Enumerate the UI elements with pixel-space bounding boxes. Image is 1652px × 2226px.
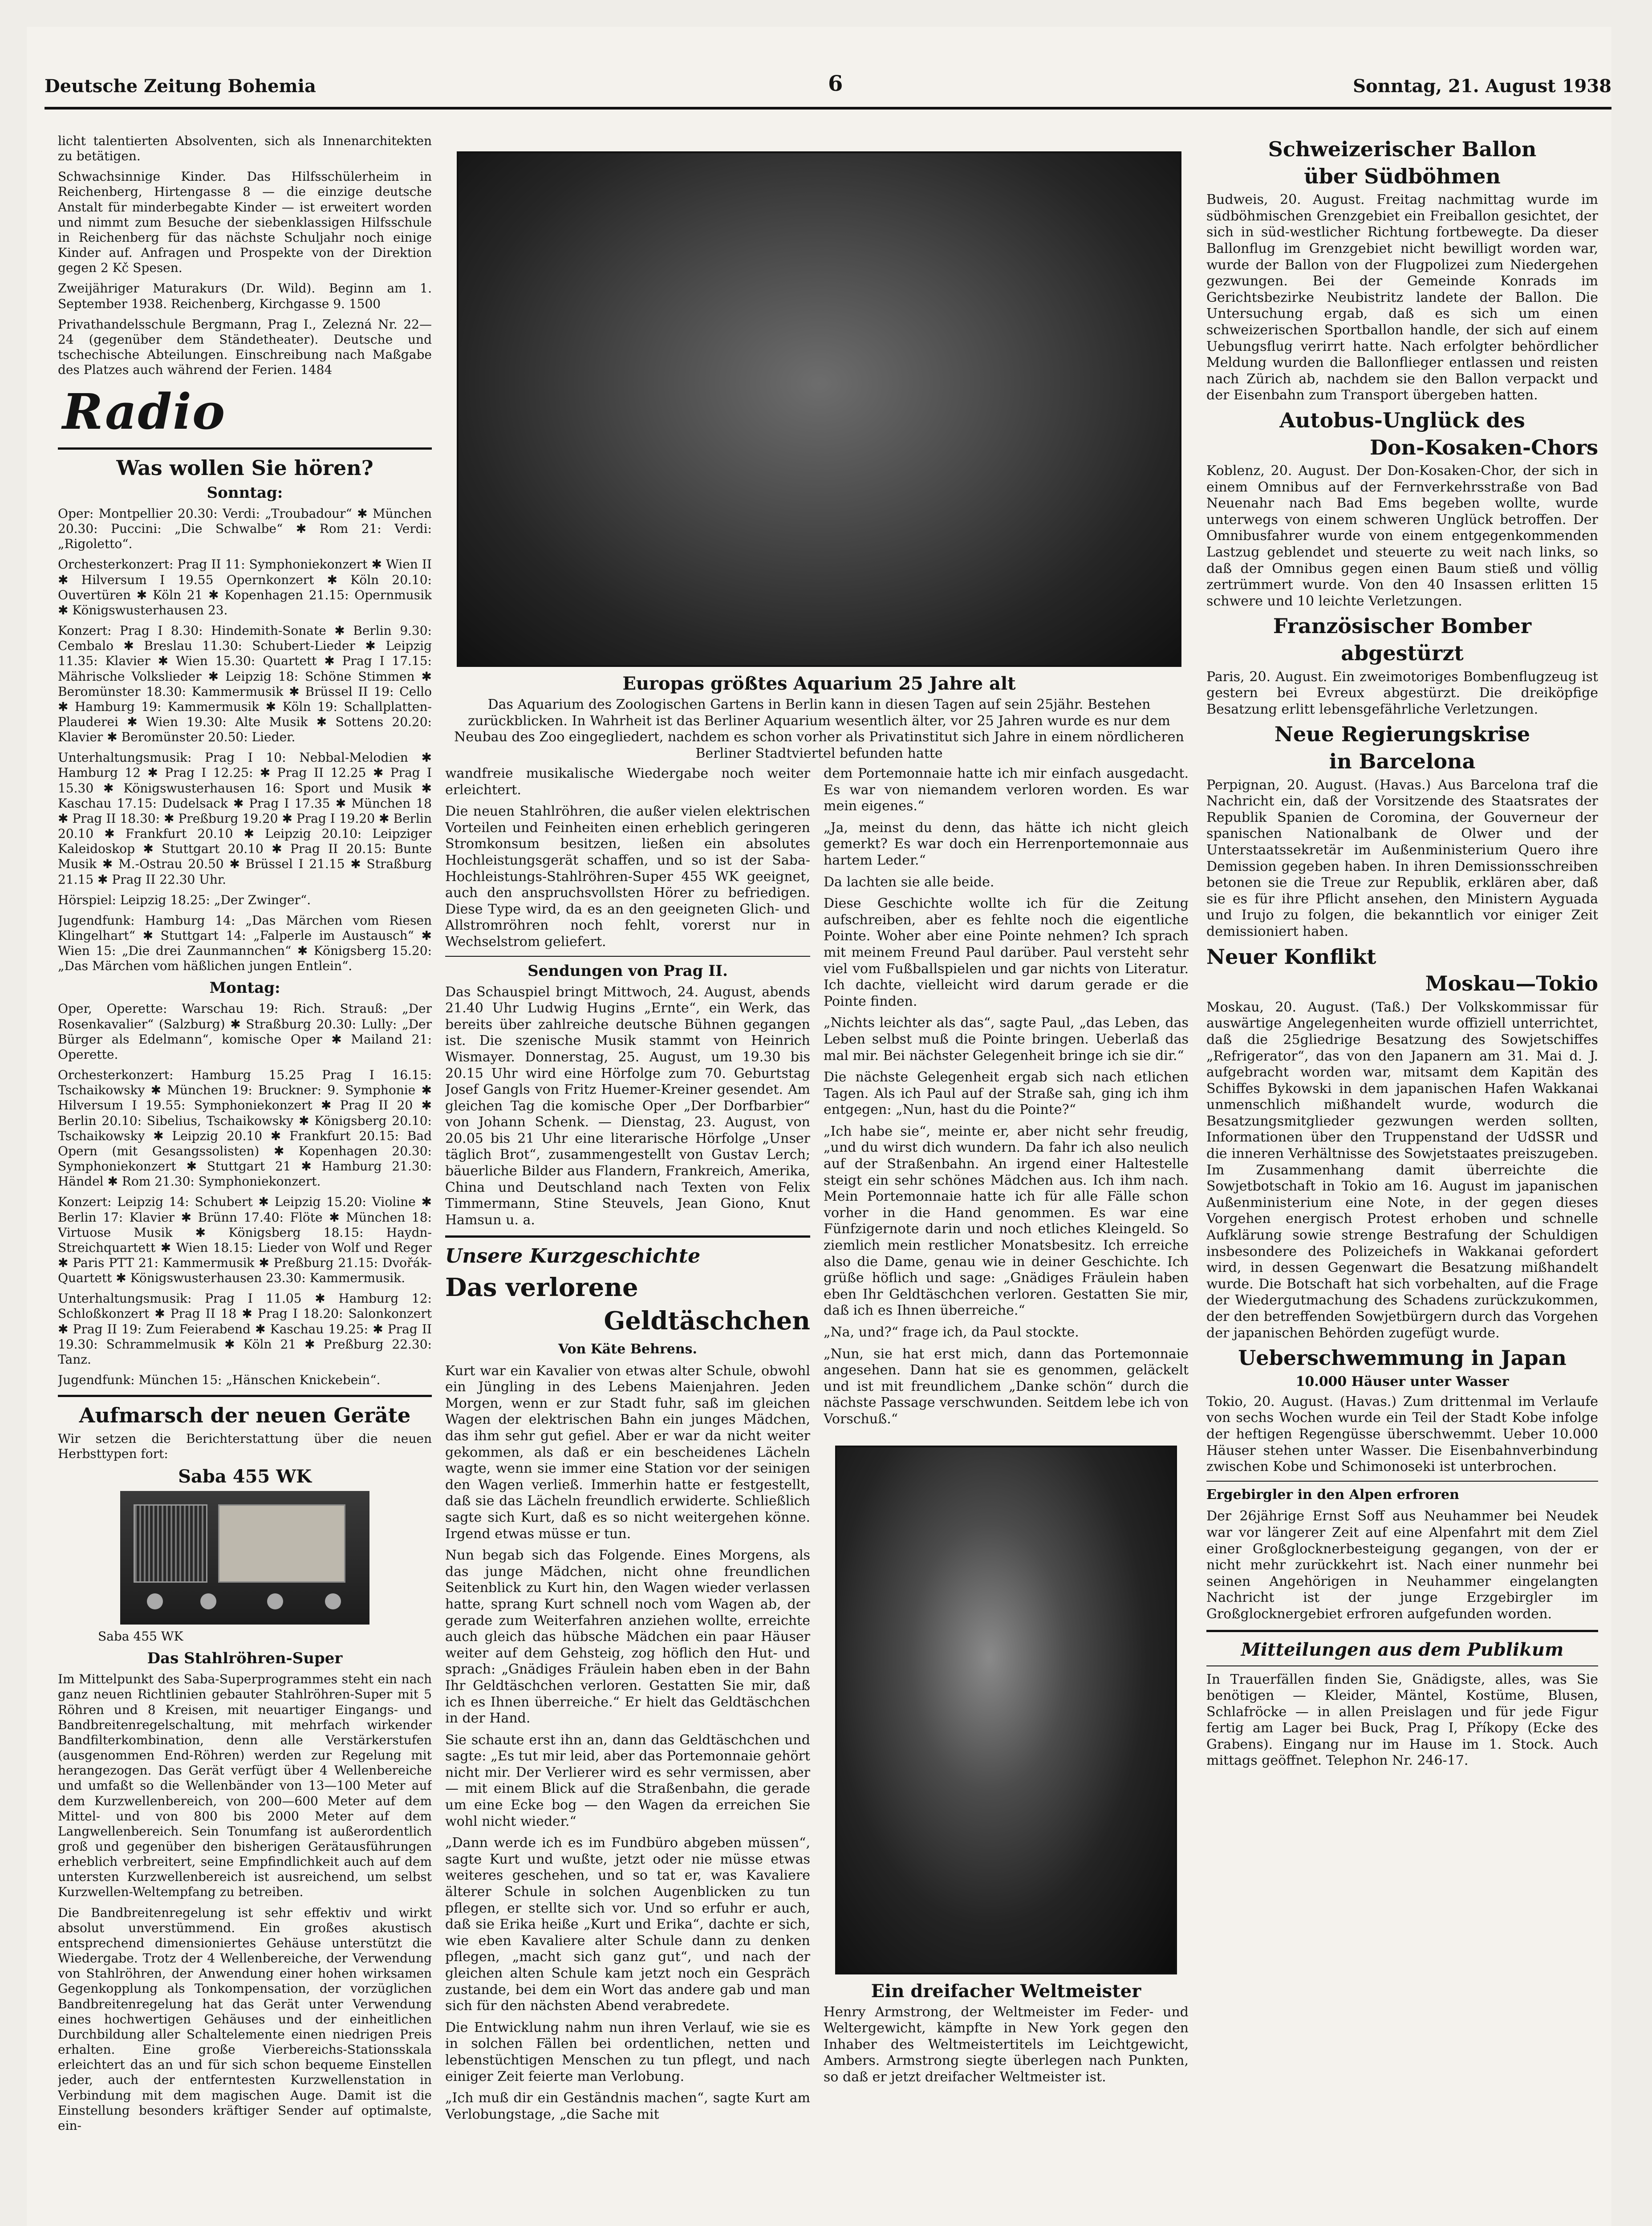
divider (1206, 1630, 1598, 1632)
program-text: Oper, Operette: Warschau 19: Rich. Strauß: „Der Rosenkavalier“ (Salzburg) ✱ Straßburg 20.30: Lully: „Der Bürger als Edelmann“, komische Oper ✱ Mailand 21: Operette. (58, 1001, 432, 1062)
ad-text: licht talentierten Absolventen, sich als Innenarchitekten zu betätigen. (58, 134, 432, 164)
notice-text: In Trauerfällen finden Sie, Gnädigste, alles, was Sie benötigen — Kleider, Mäntel, Kostüme, Blusen, Schlafröcke — in allen Preislagen und für jede Figur fertig am Lager bei Buck, Prag I, Příkopy (Ecke des Grabens). Eingang nur im Hause im 1. Stock. Auch mittags geöffnet. Telephon Nr. 246-17. (1206, 1671, 1598, 1769)
article-headline: Neue Regierungskrise (1274, 722, 1530, 747)
ad-text: Privathandelsschule Bergmann, Prag I., Zelezná Nr. 22—24 (gegenüber dem Ständetheater). Deutsche und tschechische Abteilungen. Einschreibung nach Maßgabe des Platzes auch während der Ferien. 1484 (58, 317, 432, 378)
section-heading: Mitteilungen aus dem Publikum (1241, 1639, 1564, 1660)
article-headline: Das Stahlröhren-Super (147, 1649, 343, 1668)
story-text: Nun begab sich das Folgende. Eines Morgens, als das junge Mädchen, nicht ohne freundlichen Seitenblick zu Kurt hin, den Wagen wieder verlassen hatte, sprang Kurt schnell noch vom Wagen ab, der gerade zum Weiterfahren anziehen wollte, erreichte auch gleich das hübsche Mädchen ein paar Häuser weiter auf dem Gehsteig, zog höflich den Hut- und sprach: „Gnädiges Fräulein haben eben in der Bahn Ihr Geldtäschchen verloren. Gestatten Sie mir, daß ich es Ihnen überreiche.“ Er hielt das Geldtäschchen in der Hand. (445, 1548, 810, 1726)
article-text: Budweis, 20. August. Freitag nachmittag wurde im südböhmischen Grenzgebiet ein Freiballon gesichtet, der sich in süd-westlicher Richtung fortbewegte. Da dieser Ballonflug im Grenzgebiet nicht bewilligt worden war, wurde der Ballon von der Flugpolizei zum Niedergehen gezwungen. Bei der Gemeinde Konrads im Gerichtsbezirke Neubistritz landete der Ballon. Die Untersuchung ergab, daß es sich um einen schweizerischen Sportballon handle, der sich auf einem Uebungsflug verirrt hatte. Nach erfolgter behördlicher Meldung wurden die Ballonflieger entlassen und reisten nach Zürich ab, nachdem sie den Ballon verpackt und der Eisenbahn zum Transport übergeben hatten. (1206, 192, 1598, 403)
story-text: Sie schaute erst ihn an, dann das Geldtäschchen und sagte: „Es tut mir leid, aber das Portemonnaie gehört nicht mir. Der Verlierer wird es sehr vermissen, aber — mit einem Blick auf die Straßenbahn, die gerade um eine Ecke bog — den Wagen da erreichen Sie wohl nicht wieder.“ (445, 1732, 810, 1829)
divider (58, 1395, 432, 1397)
photo-caption: Henry Armstrong, der Weltmeister im Feder- und Weltergewicht, kämpfte in New York gegen den Inhaber des Weltmeistertitels im Leichtgewicht, Ambers. Armstrong siegte überlegen nach Punkten, so daß er jetzt dreifacher Weltmeister ist. (824, 2004, 1189, 2085)
aquarium-photo (457, 151, 1181, 667)
article-headline: über Südböhmen (1304, 164, 1501, 188)
ad-text: Zweijähriger Maturakurs (Dr. Wild). Beginn am 1. September 1938. Reichenberg, Kirchgasse 9. 1500 (58, 281, 432, 311)
article-text: Paris, 20. August. Ein zweimotoriges Bombenflugzeug ist gestern bei Evreux abgestürzt. Die dreiköpfige Besatzung erlitt lebensgefährliche Verletzungen. (1206, 669, 1598, 717)
article-headline: Schweizerischer Ballon (1268, 137, 1537, 161)
page-number: 6 (828, 71, 843, 96)
divider (445, 956, 810, 957)
story-text: Da lachten sie alle beide. (824, 874, 994, 890)
divider (445, 1235, 810, 1238)
section-label: Unsere Kurzgeschichte (445, 1245, 701, 1268)
article-headline: Autobus-Unglück des (1279, 408, 1525, 432)
story-text: „Na, und?“ frage ich, da Paul stockte. (824, 1324, 1079, 1340)
page-header (45, 71, 1611, 110)
article-headline: abgestürzt (1341, 641, 1464, 666)
article-text: Das Schauspiel bringt Mittwoch, 24. August, abends 21.40 Uhr Ludwig Hugins „Ernte“, ein Werk, das bereits über zahlreiche deutsche Bühnen gegangen ist. Die szenische Musik stammt von Heinrich Wismayer. Donnerstag, 25. August, um 19.30 bis 20.15 Uhr wird eine Hörfolge zum 70. Geburtstag Josef Gangls von Fritz Huemer-Kreiner gesendet. Am gleichen Tag die komische Oper „Der Dorfbarbier“ von Johann Schenk. — Dienstag, 23. August, von 20.05 bis 21 Uhr eine literarische Hörfolge „Unser täglich Brot“, zusammengestellt von Gustav Lerch; bäuerliche Bilder aus Flandern, Frankreich, Amerika, China und Deutschland nach Texten von Felix Timmermann, Stine Steuvels, Jean Giono, Knut Hamsun u. a. (445, 984, 810, 1228)
radio-heading: Radio (62, 383, 226, 441)
story-text: Die nächste Gelegenheit ergab sich nach etlichen Tagen. Als ich Paul auf der Straße sah, ging ich ihm entgegen: „Nun, hast du die Pointe?“ (824, 1069, 1189, 1118)
article-text: Moskau, 20. August. (Taß.) Der Volkskommissar für auswärtige Angelegenheiten wurde offiziell unterrichtet, daß die 25gliedrige Besatzung des Sowjetschiffes „Refrigerator“, das von den Japanern am 31. Mai d. J. aufgebracht worden war, mitsamt dem Kapitän des Schiffes Bykowski in dem japanischen Hafen Wakkanai unmenschlich mißhandelt wurde, wodurch die Besatzungsmitglieder gezwungen werden sollten, Informationen über den Truppenstand der UdSSR und die inneren Verhältnisse des Sowjetstaates preiszugeben. Im Zusammenhang damit überreichte die Sowjetbotschaft in Tokio am 16. August im japanischen Außenministerium eine Note, in der gegen dieses Vorgehen energisch Protest erhoben und schnelle Aufklärung sowie strenge Bestrafung der Schuldigen insbesondere des Polizeichefs in Wakkanai gefordert wird, in dessen Gegenwart die Besatzung mißhandelt wurde. Die Botschaft hat sich vorbehalten, auf die Frage der Wiedergutmachung des Schadens zurückzukommen, der den betreffenden Sowjetbürgern durch das Vorgehen der japanischen Behörden zugefügt wurde. (1206, 999, 1598, 1341)
program-text: Unterhaltungsmusik: Prag I 10: Nebbal-Melodien ✱ Hamburg 12 ✱ Prag I 12.25: ✱ Prag II 12.25 ✱ Prag I 15.30 ✱ Königswusterhausen 16: Sport und Musik ✱ Kaschau 17.15: Dudelsack ✱ Prag I 17.35 ✱ München 18 ✱ Prag II 18.30: ✱ Preßburg 19.20 ✱ Prag I 19.20 ✱ Berlin 20.10 ✱ Frankfurt 20.10 ✱ Leipzig 20.10: Leipziger Kaleidoskop ✱ Stuttgart 20.10 ✱ Prag II 20.15: Bunte Musik ✱ M.-Ostrau 20.50 ✱ Brüssel I 21.15 ✱ Straßburg 21.15 ✱ Prag II 22.30 Uhr. (58, 750, 432, 887)
program-text: Hörspiel: Leipzig 18.25: „Der Zwinger“. (58, 892, 311, 907)
story-text: „Ich habe sie“, meinte er, aber nicht sehr freudig, „und du wirst dich wundern. Da fahr ich also neulich auf der Straßenbahn. An irgend einer Haltestelle steigt ein sehr schönes Mädchen aus. Ich ihm nach. Mein Portemonnaie hatte ich für alle Fälle schon vorher in die Hand genommen. Es war eine Fünfzigernote darin und noch etliches Kleingeld. So ziemlich mein restlicher Monatsbesitz. Ich erreiche also die Dame, genau wie in deiner Geschichte. Ich grüße höflich und sage: „Gnädiges Fräulein haben eben Ihr Geldtäschchen verloren. Gestatten Sie mir, daß ich es Ihnen überreiche.“ (824, 1123, 1189, 1319)
article-headline: in Barcelona (1329, 749, 1476, 773)
article-text: Wir setzen die Berichterstattung über die neuen Herbsttypen fort: (58, 1431, 432, 1461)
article-headline: Französischer Bomber (1273, 614, 1532, 638)
product-title: Saba 455 WK (178, 1466, 312, 1487)
story-text: „Ja, meinst du denn, das hätte ich nicht gleich gemerkt? Es war doch ein Herrenportemonnaie aus hartem Leder.“ (824, 820, 1189, 868)
ad-text: Schwachsinnige Kinder. Das Hilfsschülerheim in Reichenberg, Hirtengasse 8 — die einzige deutsche Anstalt für minderbegabte Kinder — ist erweitert worden und nimmt zum Besuche der siebenklassigen Hilfsschule in Reichenberg für das nächste Schuljahr noch einige Kinder auf. Anfragen und Prospekte von der Direktion gegen 2 Kč Spesen. (58, 169, 432, 276)
program-text: Unterhaltungsmusik: Prag I 11.05 ✱ Hamburg 12: Schloßkonzert ✱ Prag II 18 ✱ Prag I 18.20: Salonkonzert ✱ Prag II 19: Zum Feierabend ✱ Kaschau 19.25: ✱ Prag II 19.30: Schrammelmusik ✱ Köln 21 ✱ Preßburg 22.30: Tanz. (58, 1291, 432, 1367)
article-text: Die Bandbreitenregelung ist sehr effektiv und wirkt absolut unverstümmend. Ein großes akustisch entsprechend dimensioniertes Gehäuse unterstützt die Wiedergabe. Trotz der 4 Wellenbereiche, der Verwendung von Stahlröhren, der Anwendung einer hohen wirksamen Gegenkopplung als Tonkompensation, der vorzüglichen Bandbreitenregelung hat das Gerät unter Verwendung eines hochwertigen Gehäuses und der einheitlichen Durchbildung aller Schaltelemente einen niedrigen Preis erhalten. Eine große Vierbereichs-Stationsskala erleichtert das an und für sich schon bequeme Einstellen jeder, auch der entferntesten Kurzwellenstation in Verbindung mit dem magischen Auge. Damit ist die Einstellung besonders kräftiger Sender auf optimalste, ein- (58, 1905, 432, 2133)
section-heading: Was wollen Sie hören? (116, 456, 373, 480)
tuning-dial (218, 1504, 345, 1583)
column-1 (58, 134, 432, 2226)
aquarium-block (450, 134, 1189, 766)
knob (200, 1593, 216, 1609)
column-4 (1206, 134, 1598, 2226)
program-text: Orchesterkonzert: Hamburg 15.25 Prag I 16.15: Tschaikowsky ✱ München 19: Bruckner: 9. Symphonie ✱ Hilversum I 19.55: Symphoniekonzert ✱ Prag II 20 ✱ Berlin 20.10: Sibelius, Tschaikowsky ✱ Königsberg 20.10: Tschaikowsky ✱ Leipzig 20.10 ✱ Frankfurt 20.15: Bad Opern (mit Gesangssolisten) ✱ Kopenhagen 20.30: Symphoniekonzert ✱ Stuttgart 21 ✱ Hamburg 21.30: Händel ✱ Rom 21.30: Symphoniekonzert. (58, 1068, 432, 1189)
article-headline: Ueberschwemmung in Japan (1238, 1346, 1567, 1370)
knob (267, 1593, 283, 1609)
article-subheadline: Ergebirgler in den Alpen erfroren (1206, 1487, 1459, 1503)
story-author: Von Käte Behrens. (558, 1341, 697, 1357)
story-title: Geldtäschchen (604, 1306, 810, 1336)
program-text: Jugendfunk: München 15: „Hänschen Knickebein“. (58, 1373, 381, 1388)
article-subheadline: 10.000 Häuser unter Wasser (1295, 1373, 1509, 1389)
photo-title: Europas größtes Aquarium 25 Jahre alt (622, 673, 1016, 694)
story-text: Kurt war ein Kavalier von etwas alter Schule, obwohl ein Jüngling in des Lebens Maienjahren. Jeden Morgen, wenn er zur Stadt fuhr, saß im gleichen Wagen der elektrischen Bahn ein junges Mädchen, das ihm sehr gut gefiel. Aber er war da nicht weiter gekommen, als daß er ein bescheidenes Lächeln wagte, wenn sie immer eine Station vor der seinigen den Wagen verließ. Immerhin hatte er festgestellt, daß sie das Lächeln freundlich erwiderte. Schließlich sagte sich Kurt, daß es so nicht weitergehen könne. Irgend etwas müsse er tun. (445, 1363, 810, 1542)
story-text: dem Portemonnaie hatte ich mir einfach ausgedacht. Es war von niemandem verloren worden. Es war mein eigenes.“ (824, 766, 1189, 814)
article-text: Perpignan, 20. August. (Havas.) Aus Barcelona traf die Nachricht ein, daß der Vorsitzende des Staatsrates der Republik Spanien de Coromina, der Gouverneur der spanischen Nationalbank de Olwer und der Unterstaatssekretär im Außenministerium Quero ihre Demission gegeben haben. In ihren Demissionsschreiben betonen sie die Treue zur Republik, erklären aber, daß sie es für ihre Pflicht ansehen, den Ministern Ayguada und Irujo zu folgen, die bekanntlich vor einiger Zeit demissioniert haben. (1206, 777, 1598, 939)
boxer-photo (835, 1446, 1177, 1974)
article-headline: Moskau—Tokio (1425, 971, 1598, 996)
program-text: Oper: Montpellier 20.30: Verdi: „Troubadour“ ✱ München 20.30: Puccini: „Die Schwalbe“ ✱ Rom 21: Verdi: „Rigoletto“. (58, 506, 432, 552)
divider (1206, 1481, 1598, 1482)
divider (1206, 1665, 1598, 1666)
program-text: Konzert: Leipzig 14: Schubert ✱ Leipzig 15.20: Violine ✱ Berlin 17: Klavier ✱ Brünn 17.40: Flöte ✱ München 18: Virtuose Musik ✱ Königsberg 18.15: Haydn-Streichquartett ✱ Wien 18.15: Lieder von Wolf und Reger ✱ Paris PTT 21: Kammermusik ✱ Preßburg 21.15: Dvořák-Quartett ✱ Königswusterhausen 23.30: Kammermusik. (58, 1194, 432, 1286)
story-text: „Nichts leichter als das“, sagte Paul, „das Leben, das Leben selbst muß die Pointe bringen. Ueberlaß das mal mir. Bei nächster Gelegenheit bringe ich sie dir.“ (824, 1015, 1189, 1064)
day-heading: Montag: (209, 979, 280, 997)
article-text: Der 26jährige Ernst Soff aus Neuhammer bei Neudek war vor längerer Zeit auf eine Alpenfahrt mit dem Ziel einer Großglocknerbesteigung gegangen, von der er nicht mehr zurückkehrt ist. Nach einer nunmehr bei seinen Angehörigen in Neuhammer eingelangten Nachricht ist der junge Erzgebirgler im Großglocknergebiet erfroren aufgefunden worden. (1206, 1508, 1598, 1622)
article-headline: Don-Kosaken-Chors (1369, 435, 1598, 459)
article-text: wandfreie musikalische Wiedergabe noch weiter erleichtert. (445, 766, 810, 798)
knob (147, 1593, 163, 1609)
photo-title: Ein dreifacher Weltmeister (871, 1980, 1141, 2002)
program-text: Konzert: Prag I 8.30: Hindemith-Sonate ✱ Berlin 9.30: Cembalo ✱ Breslau 11.30: Schubert-Lieder ✱ Leipzig 11.35: Klavier ✱ Wien 15.30: Quartett ✱ Prag I 17.15: Mährische Volkslieder ✱ Leipzig 18: Schöne Stimmen ✱ Beromünster 18.30: Kammermusik ✱ Brüssel II 19: Cello ✱ Hamburg 19: Kammermusik ✱ Köln 19: Schallplatten-Plauderei ✱ Wien 19.30: Alte Musik ✱ Sottens 20.20: Klavier ✱ Beromünster 20.50: Lieder. (58, 623, 432, 745)
photo-caption: Saba 455 WK (98, 1629, 183, 1644)
article-text: Koblenz, 20. August. Der Don-Kosaken-Chor, der sich in einem Omnibus auf der Fernverkehrsstraße von Bad Neuenahr nach Bad Ems begeben wollte, wurde unterwegs von einem schweren Unglück betroffen. Der Omnibusfahrer wurde von einem entgegenkommenden Lastzug geblendet und steuerte zu weit nach links, so daß der Omnibus gegen einen Baum stieß und völlig zertrümmert wurde. Von den 40 Insassen erlitten 15 schwere und 10 leichte Verletzungen. (1206, 463, 1598, 609)
story-text: Diese Geschichte wollte ich für die Zeitung aufschreiben, aber es fehlte noch die eigentliche Pointe. Woher aber eine Pointe nehmen? Ich sprach mit meinem Freund Paul darüber. Paul versteht sehr viel vom Fußballspielen und gar nichts von Literatur. Ich dachte, vielleicht wird darum gerade er die Pointe finden. (824, 896, 1189, 1009)
day-heading: Sonntag: (207, 483, 283, 502)
speaker-grill (134, 1504, 207, 1583)
story-title: Das verlorene (445, 1273, 638, 1303)
story-text: „Dann werde ich es im Fundbüro abgeben müssen“, sagte Kurt und wußte, jetzt oder nie müsse etwas weiteres geschehen, und so tat er, was Kavaliere älterer Schule in solchen Augenblicken zu tun pflegen, er stellte sich vor. Und so erfuhr er auch, daß sie Erika heiße „Kurt und Erika“, dachte er sich, wie eben Kavaliere alter Schule dann zu denken pflegen, „macht sich ganz gut“, und nach der gleichen alten Schule kam jetzt noch ein Gespräch zustande, bei dem ein Wort das andere gab und man sich für den nächsten Abend verabredete. (445, 1835, 810, 2014)
article-headline: Sendungen von Prag II. (528, 962, 728, 980)
story-text: Die Entwicklung nahm nun ihren Verlauf, wie sie es in solchen Fällen bei ordentlichen, netten und lebenstüchtigen Menschen zu tun pflegt, und nach einiger Zeit feierte man Verlobung. (445, 2019, 810, 2084)
story-text: „Nun, sie hat erst mich, dann das Portemonnaie angesehen. Dann hat sie es genommen, geläckelt und ist mit freundlichem „Danke schön“ durch die nächste Passage verschwunden. Seitdem lebe ich von Vorschuß.“ (824, 1346, 1189, 1427)
article-headline: Aufmarsch der neuen Geräte (79, 1403, 411, 1428)
program-text: Orchesterkonzert: Prag II 11: Symphoniekonzert ✱ Wien II ✱ Hilversum I 19.55 Opernkonzert ✱ Köln 20.10: Ouvertüren ✱ Köln 21 ✱ Kopenhagen 21.15: Opernmusik ✱ Königswusterhausen 23. (58, 557, 432, 617)
knob (325, 1593, 341, 1609)
radio-set-photo (120, 1491, 369, 1625)
program-text: Jugendfunk: Hamburg 14: „Das Märchen vom Riesen Klingelhart“ ✱ Stuttgart 14: „Falperle im Austausch“ ✱ Wien 15: „Die drei Zaunmannchen“ ✱ Königsberg 15.20: „Das Märchen vom häßlichen jungen Entlein“. (58, 913, 432, 974)
photo-caption: Das Aquarium des Zoologischen Gartens in Berlin kann in diesen Tagen auf sein 25jähr. Bestehen zurückblicken. In Wahrheit ist das Berliner Aquarium wesentlich älter, vor 25 Jahren wurde es nur dem Neubau des Zoo eingegliedert, nachdem es schon vorher als Privatinstitut sich Jahre in einem nördlicheren Berliner Stadtviertel befunden hatte (454, 697, 1184, 761)
newspaper-name: Deutsche Zeitung Bohemia (45, 76, 316, 97)
article-text: Die neuen Stahlröhren, die außer vielen elektrischen Vorteilen und Feinheiten einen erheblich geringeren Stromkonsum besitzen, ließen ein absolutes Hochleistungsgerät schaffen, und so ist der Saba-Hochleistungs-Stahlröhren-Super 455 WK geeignet, auch den anspruchsvollsten Hörer zu befriedigen. Diese Type wird, da es an den geeigneten Glich- und Allstromröhren noch fehlt, vorerst nur in Wechselstrom geliefert. (445, 804, 810, 950)
story-text: „Ich muß dir ein Geständnis machen“, sagte Kurt am Verlobungstage, „die Sache mit (445, 2090, 810, 2122)
article-headline: Neuer Konflikt (1206, 944, 1376, 969)
divider (58, 447, 432, 450)
article-text: Tokio, 20. August. (Havas.) Zum drittenmal im Verlaufe von sechs Wochen wurde ein Teil der Stadt Kobe infolge der heftigen Regengüsse überschwemmt. Ueber 10.000 Häuser stehen unter Wasser. Die Eisenbahnverbindung zwischen Kobe und Schimonoseki ist unterbrochen. (1206, 1393, 1598, 1475)
article-text: Im Mittelpunkt des Saba-Superprogrammes steht ein nach ganz neuen Richtlinien gebauter Stahlröhren-Super mit 5 Röhren und 8 Kreisen, mit neuartiger Eingangs- und Bandbreitenregelschaltung, mit mehrfach wirkender Bandfilterkombination, denn alle Verstärkerstufen (ausgenommen End-Röhren) werden zur Regelung mit herangezogen. Das Gerät verfügt über 4 Wellenbereiche und umfaßt so die Wellenbänder von 13—100 Meter auf dem Kurzwellenbereich, von 200—600 Meter auf dem Mittel- und von 800 bis 2000 Meter auf dem Langwellenbereich. Sein Tonumfang ist außerordentlich groß und gegenüber den bisherigen Gerätausführungen erheblich verbreitert, seine Empfindlichkeit auch auf dem untersten Kurzwellenbereich ist ausreichend, um selbst Kurzwellen-Weltempfang zu betreiben. (58, 1672, 432, 1900)
issue-date: Sonntag, 21. August 1938 (1353, 76, 1611, 97)
column-3 (824, 766, 1189, 2226)
column-2 (445, 766, 810, 2226)
